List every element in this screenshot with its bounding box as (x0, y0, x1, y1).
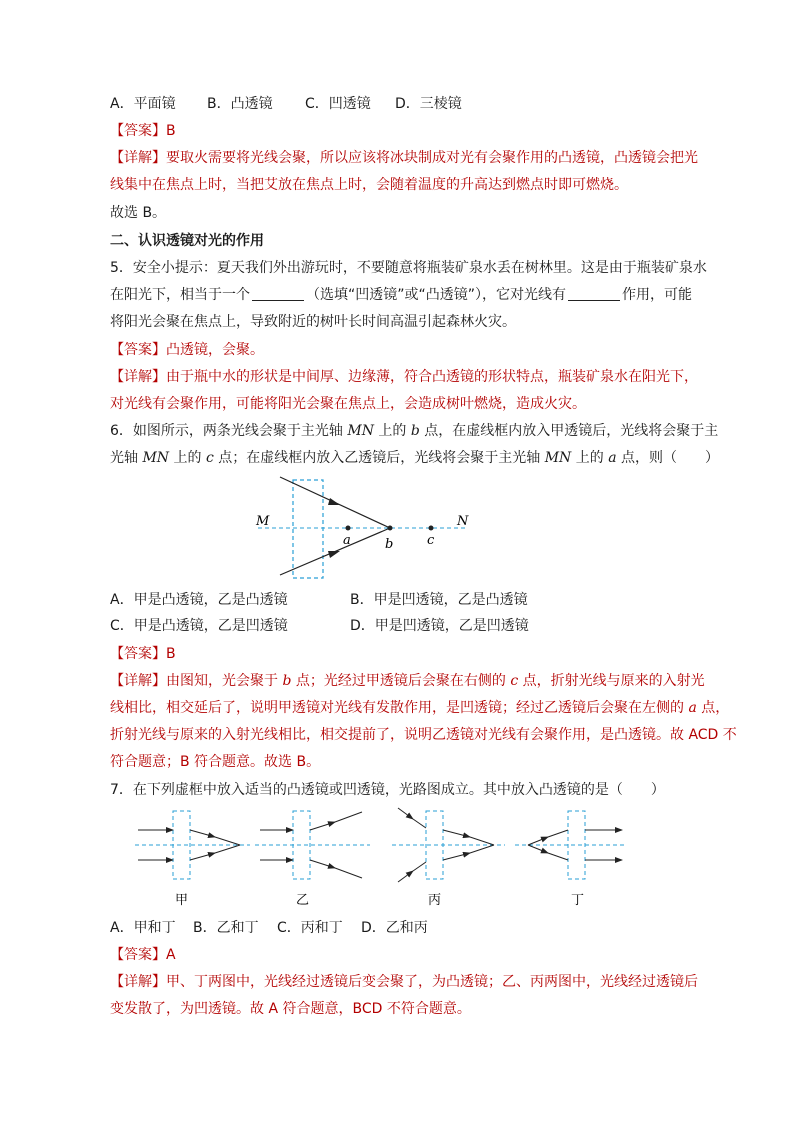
label-c: c (427, 533, 435, 548)
detail-tag: 【详解】 (110, 150, 166, 166)
q7-option-c: C．丙和丁 (277, 920, 343, 936)
figure-jia (135, 811, 250, 908)
q6-text: 点；在虚线框内放入乙透镜后，光线将会聚于主光轴 (213, 450, 545, 466)
answer-value: B (166, 646, 176, 662)
q6-option-c: C．甲是凸透镜，乙是凹透镜 (110, 618, 288, 634)
q7-option-d: D．乙和丙 (361, 920, 428, 936)
q6-var: MN (544, 450, 572, 466)
q7-lens-figures (130, 800, 650, 915)
q6-text: 上的 (571, 450, 609, 466)
point-b (388, 526, 393, 531)
detail-tag: 【详解】 (110, 673, 166, 689)
detail-tag: 【详解】 (110, 974, 166, 990)
ray (548, 830, 568, 837)
arrow-lower (328, 551, 340, 558)
q4-answer (110, 121, 176, 141)
answer-tag: 【答案】 (110, 123, 166, 139)
detail-text: 由于瓶中水的形状是中间厚、边缘薄，符合凸透镜的形状特点，瓶装矿泉水在阳光下， (166, 369, 698, 385)
q6-detail-1 (110, 671, 705, 691)
ray (215, 837, 240, 845)
q6-var: b (410, 423, 420, 439)
q6-detail-4: 符合题意；B 符合题意。故选 B。 (110, 754, 321, 770)
ray (398, 871, 413, 882)
q6-lens-figure (240, 470, 480, 585)
point-c (429, 526, 434, 531)
q6-stem-1 (110, 421, 718, 441)
q5-text: （选填“凹透镜”或“凸透镜”），它对光线有 (306, 287, 567, 303)
figure-yi (255, 811, 370, 908)
ray (398, 808, 413, 819)
q7-stem: 7．在下列虚框中放入适当的凸透镜或凹透镜，光路图成立。其中放入凸透镜的是（ ） (110, 782, 665, 798)
q6-option-b: B．甲是凹透镜，乙是凸透镜 (350, 592, 528, 608)
detail-text: 点，折射光线与原来的入射光 (518, 673, 705, 689)
section-title: 二、认识透镜对光的作用 (110, 233, 264, 249)
ray (215, 845, 240, 853)
detail-text: 点， (696, 700, 730, 716)
detail-var: a (688, 700, 697, 716)
figure-label: 丁 (571, 893, 585, 908)
q4-option-d: D．三棱镜 (395, 96, 462, 112)
q6-text: 上的 (169, 450, 206, 466)
q6-text: 6．如图所示，两条光线会聚于主光轴 (110, 423, 348, 439)
ray (470, 845, 494, 853)
answer-blank (252, 286, 304, 301)
detail-text: 线相比，相交延后了，说明甲透镜对光线有发散作用，是凹透镜；经过乙透镜后会聚在左侧的 (110, 700, 689, 716)
q4-conclusion: 故选 B。 (110, 205, 167, 221)
detail-text: 由图知，光会聚于 (166, 673, 283, 689)
answer-tag: 【答案】 (110, 947, 166, 963)
q4-option-a: A．平面镜 (110, 96, 176, 112)
detail-var: b (282, 673, 292, 689)
ray (190, 830, 215, 837)
q6-detail-3: 折射光线与原来的入射光线相比，相交提前了，说明乙透镜对光线有会聚作用，是凸透镜。故 ACD 不 (110, 727, 737, 743)
q5-detail-1 (110, 367, 698, 387)
q6-var: MN (142, 450, 170, 466)
ray (470, 837, 494, 845)
answer-tag: 【答案】 (110, 342, 166, 358)
q6-text: 点，则（ ） (616, 450, 720, 466)
answer-blank (568, 286, 620, 301)
label-a: a (343, 533, 351, 548)
answer-value: A (166, 947, 176, 963)
q4-option-c: C．凹透镜 (305, 96, 371, 112)
ray (190, 853, 215, 860)
q6-option-d: D．甲是凹透镜，乙是凹透镜 (350, 618, 529, 634)
ray (335, 812, 362, 822)
q6-answer (110, 644, 176, 664)
detail-text: 点；光经过甲透镜后会聚在右侧的 (291, 673, 511, 689)
q7-detail-2: 变发散了，为凹透镜。故 A 符合题意，BCD 不符合题意。 (110, 1001, 471, 1017)
answer-value: 凸透镜，会聚。 (166, 342, 264, 358)
ray (413, 819, 426, 828)
ray (413, 862, 426, 871)
q6-detail-2 (110, 698, 729, 718)
q6-var: MN (347, 423, 374, 439)
label-M: M (256, 514, 270, 529)
figure-label: 丙 (428, 893, 442, 908)
q6-text: 上的 (373, 423, 411, 439)
arrow-upper (328, 498, 340, 505)
q4-option-b: B．凸透镜 (207, 96, 273, 112)
q6-text: 光轴 (110, 450, 143, 466)
ray (310, 822, 335, 830)
q5-text: 在阳光下，相当于一个 (110, 287, 250, 303)
detail-tag: 【详解】 (110, 369, 166, 385)
ray (443, 830, 470, 837)
ray (528, 837, 548, 845)
q7-answer (110, 945, 176, 965)
q5-answer (110, 340, 264, 360)
label-N: N (457, 514, 469, 529)
answer-value: B (166, 123, 176, 139)
ray (528, 845, 548, 853)
ray (310, 860, 335, 868)
figure-label: 甲 (175, 893, 189, 908)
dashed-box (568, 811, 585, 879)
q4-detail-1 (110, 148, 698, 168)
point-a (346, 526, 351, 531)
figure-ding (515, 811, 625, 908)
ray (335, 868, 362, 878)
q6-var: c (205, 450, 214, 466)
q7-option-a: A．甲和丁 (110, 920, 176, 936)
q5-stem-3: 将阳光会聚在焦点上，导致附近的树叶长时间高温引起森林火灾。 (110, 314, 516, 330)
q5-text: 作用，可能 (622, 287, 693, 303)
q5-detail-2: 对光线有会聚作用，可能将阳光会聚在焦点上，会造成树叶燃烧，造成火灾。 (110, 396, 586, 412)
q7-detail-1 (110, 972, 698, 992)
figure-bing (392, 808, 505, 908)
q5-stem-2 (110, 285, 692, 305)
ray (548, 853, 568, 860)
detail-text: 甲、丁两图中，光线经过透镜后变会聚了，为凸透镜；乙、丙两图中，光线经过透镜后 (166, 974, 698, 990)
detail-text: 要取火需要将光线会聚，所以应该将冰块制成对光有会聚作用的凸透镜，凸透镜会把光 (166, 150, 698, 166)
q6-option-a: A．甲是凸透镜，乙是凸透镜 (110, 592, 288, 608)
q4-detail-2: 线集中在焦点上时，当把艾放在焦点上时，会随着温度的升高达到燃点时即可燃烧。 (110, 177, 628, 193)
q5-stem-1: 5．安全小提示：夏天我们外出游玩时，不要随意将瓶装矿泉水丢在树林里。这是由于瓶装矿泉水 (110, 260, 707, 276)
figure-label: 乙 (296, 893, 310, 908)
q6-text: 点，在虚线框内放入甲透镜后，光线将会聚于主 (419, 423, 719, 439)
q6-stem-2 (110, 448, 719, 468)
label-b: b (385, 537, 394, 552)
q7-option-b: B．乙和丁 (193, 920, 259, 936)
answer-tag: 【答案】 (110, 646, 166, 662)
q6-var: a (608, 450, 617, 466)
ray (443, 853, 470, 860)
detail-var: c (510, 673, 519, 689)
